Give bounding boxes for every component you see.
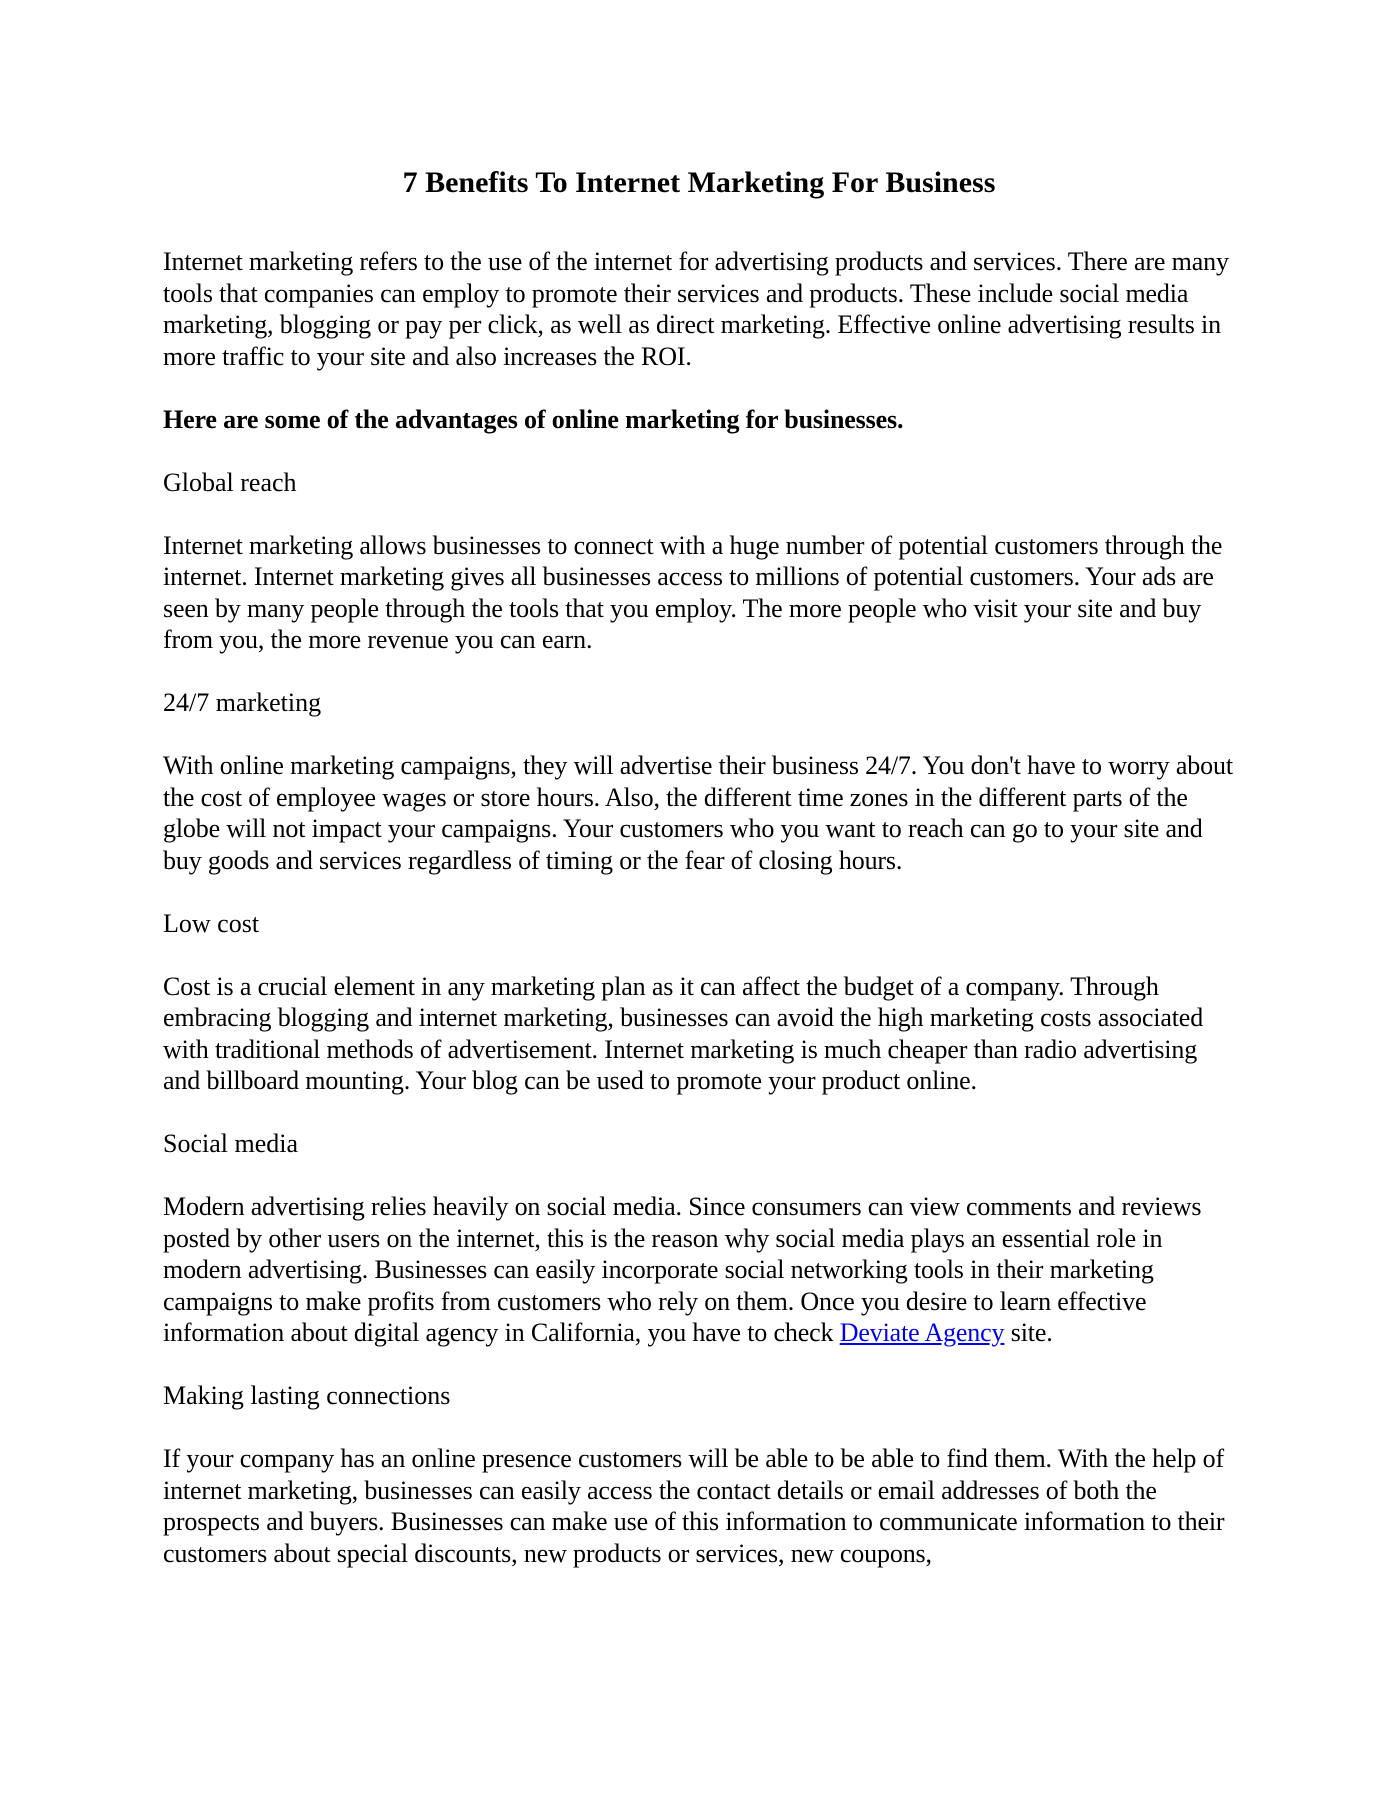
section-heading-social-media: Social media — [163, 1129, 299, 1158]
intro-paragraph: Internet marketing refers to the use of the internet for advertising products and services. There are many tools that companies can employ to promote their services and products. These include social media marketing, blogging or pay per click, as well as direct marketing. Effective online advertising results in more traffic to your site and also increases the ROI. — [163, 247, 1229, 371]
advantages-heading: Here are some of the advantages of online marketing for businesses. — [163, 404, 904, 434]
section-heading-low-cost: Low cost — [163, 908, 260, 938]
section-body-global-reach: Internet marketing allows businesses to connect with a huge number of potential customers through the internet. Internet marketing gives all businesses access to millions of potential customers. Your ads are seen by many people through the tools that you employ. The more people who visit your site and buy from you, the more revenue you can earn. — [163, 530, 1223, 654]
section-body-24-7-marketing: With online marketing campaigns, they will advertise their business 24/7. You don't have to worry about the cost of employee wages or store hours. Also, the different time zones in the different parts of the globe will not impact your campaigns. Your customers who you want to reach can go to your site and buy goods and services regardless of timing or the fear of closing hours. — [163, 751, 1233, 875]
document-page — [163, 158, 1235, 1601]
section-body-low-cost: Cost is a crucial element in any marketing plan as it can affect the budget of a company. Through embracing blogging and internet marketing, businesses can avoid the high marketing costs associated with traditional methods of advertisement. Internet marketing is much cheaper than radio advertising and billboard mounting. Your blog can be used to promote your product online. — [163, 971, 1204, 1095]
document-title: 7 Benefits To Internet Marketing For Business — [402, 166, 996, 199]
section-heading-global-reach: Global reach — [163, 467, 297, 497]
social-media-text-before-link: Modern advertising relies heavily on social media. Since consumers can view comments and reviews posted by other users on the internet, this is the reason why social media plays an essential role in modern advertising. Businesses can easily incorporate social networking tools in their marketing campaigns to make profits from customers who rely on them. Once you desire to learn effective information about digital agency in California, you have to check — [163, 1192, 1202, 1347]
social-media-text-after-link: site. — [1004, 1318, 1053, 1347]
section-body-social-media — [163, 1191, 1235, 1349]
section-heading-24-7-marketing: 24/7 marketing — [163, 688, 322, 717]
section-body-lasting-connections: If your company has an online presence customers will be able to be able to find them. With the help of internet marketing, businesses can easily access the contact details or email addresses of both the prospects and buyers. Businesses can make use of this information to communicate information to their customers about special discounts, new products or services, new coupons, — [163, 1444, 1225, 1568]
section-heading-lasting-connections: Making lasting connections — [163, 1381, 451, 1410]
deviate-agency-link[interactable]: Deviate Agency — [839, 1318, 1005, 1347]
